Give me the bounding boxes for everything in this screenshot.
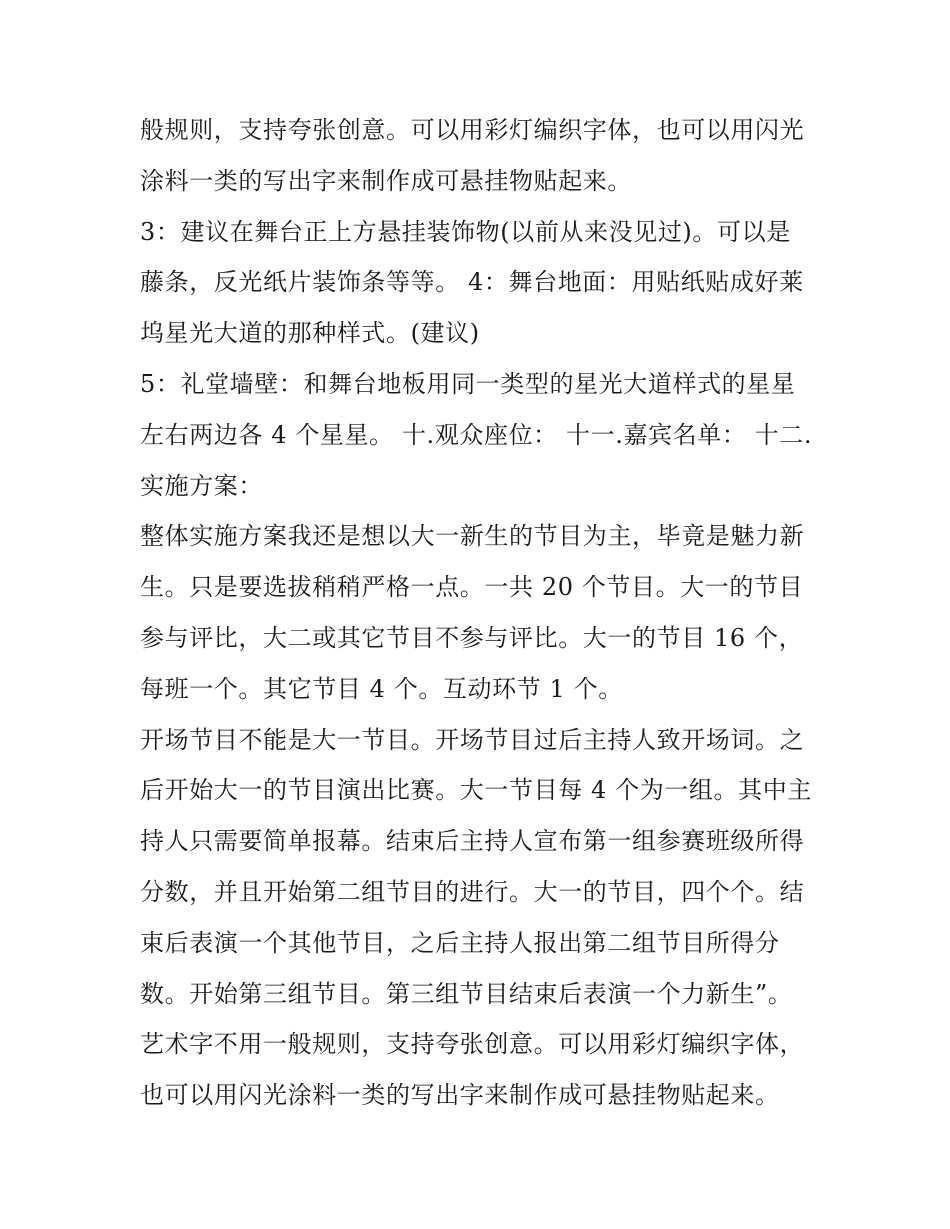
text-line: 数。开始第三组节目。第三组节目结束后表演一个力新生”。	[140, 979, 793, 1008]
text-line: 生。只是要选拔稍稍严格一点。一共 20 个节目。大一的节目	[140, 573, 804, 602]
text-line: 开场节目不能是大一节目。开场节目过后主持人致开场词。之	[140, 725, 805, 754]
document-body	[140, 105, 820, 1121]
text-line: 3：建议在舞台正上方悬挂装饰物(以前从来没见过)。可以是	[140, 217, 791, 246]
text-line: 每班一个。其它节目 4 个。互动环节 1 个。	[140, 674, 623, 703]
section-heading: 实施方案：	[140, 471, 263, 500]
text-line: 5：礼堂墙壁：和舞台地板用同一类型的星光大道样式的星星	[140, 369, 796, 398]
text-line: 艺术字不用一般规则，支持夸张创意。可以用彩灯编织字体，	[140, 1030, 805, 1059]
text-line: 般规则，支持夸张创意。可以用彩灯编织字体，也可以用闪光	[140, 116, 805, 144]
text-line: 持人只需要简单报幕。结束后主持人宣布第一组参赛班级所得	[140, 827, 805, 856]
text-line: 也可以用闪光涂料一类的写出字来制作成可悬挂物贴起来。	[140, 1081, 780, 1110]
text-line: 整体实施方案我还是想以大一新生的节目为主，毕竟是魅力新	[140, 522, 805, 551]
text-line: 束后表演一个其他节目，之后主持人报出第二组节目所得分	[140, 928, 780, 957]
text-line: 坞星光大道的那种样式。(建议)	[140, 319, 480, 348]
text-line: 涂料一类的写出字来制作成可悬挂物贴起来。	[140, 166, 632, 195]
text-line: 后开始大一的节目演出比赛。大一节目每 4 个为一组。其中主	[140, 776, 812, 805]
text-line: 参与评比，大二或其它节目不参与评比。大一的节目 16 个，	[140, 623, 804, 652]
text-line: 藤条，反光纸片装饰条等等。 4：舞台地面：用贴纸贴成好莱	[140, 268, 804, 297]
text-line: 左右两边各 4 个星星。 十.观众座位： 十一.嘉宾名单： 十二.	[140, 420, 813, 449]
text-line: 分数，并且开始第二组节目的进行。大一的节目，四个个。结	[140, 877, 805, 906]
